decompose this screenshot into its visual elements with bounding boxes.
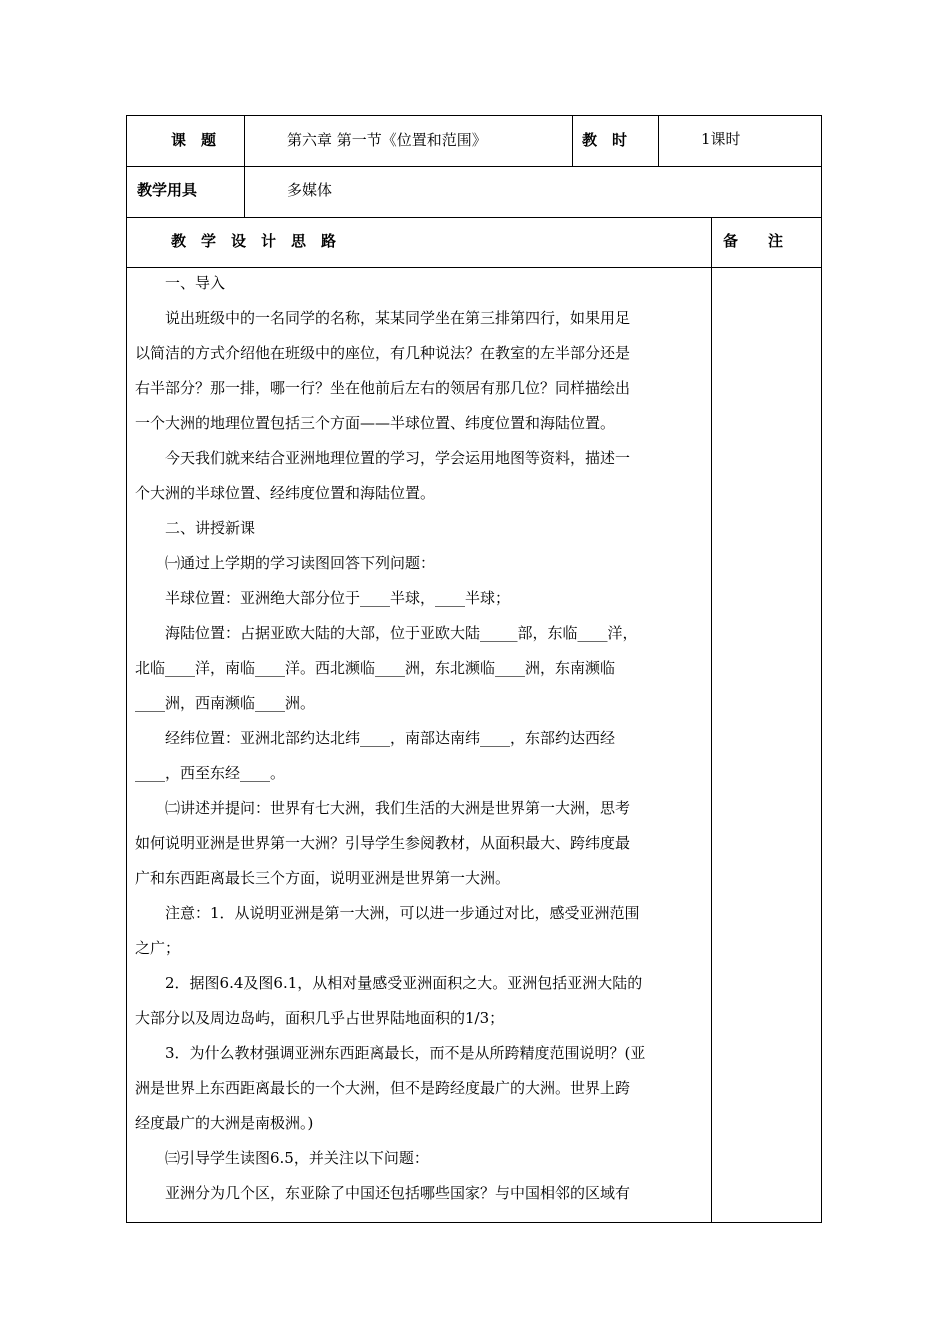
row-divider <box>127 166 821 167</box>
body-line: ㈡讲述并提问：世界有七大洲，我们生活的大洲是世界第一大洲，思考 <box>165 799 631 817</box>
col-divider <box>572 116 573 166</box>
body-line: 半球位置：亚洲绝大部分位于____半球，____半球； <box>165 589 511 607</box>
design-heading: 教 学 设 计 思 路 <box>171 232 337 250</box>
body-line: 如何说明亚洲是世界第一大洲？引导学生参阅教材，从面积最大、跨纬度最 <box>135 834 631 852</box>
body-line: ㈠通过上学期的学习读图回答下列问题： <box>165 554 436 572</box>
body-line: 二、讲授新课 <box>165 519 256 537</box>
body-line: 经度最广的大洲是南极洲。) <box>135 1114 314 1132</box>
body-line: 个大洲的半球位置、经纬度位置和海陆位置。 <box>135 484 436 502</box>
period-label: 教 时 <box>582 131 628 149</box>
notes-heading: 备 注 <box>723 232 784 250</box>
body-line: 广和东西距离最长三个方面，说明亚洲是世界第一大洲。 <box>135 869 511 887</box>
body-line: 经纬位置：亚洲北部约达北纬____，南部达南纬____，东部约达西经 <box>165 729 616 747</box>
topic-value: 第六章 第一节《位置和范围》 <box>287 131 487 149</box>
body-line: ㈢引导学生读图6.5，并关注以下问题： <box>165 1149 429 1167</box>
body-line: 说出班级中的一名同学的名称，某某同学坐在第三排第四行，如果用足 <box>165 309 631 327</box>
body-line: 洲是世界上东西距离最长的一个大洲，但不是跨经度最广的大洲。世界上跨 <box>135 1079 631 1097</box>
body-line: 以简洁的方式介绍他在班级中的座位，有几种说法？在教室的左半部分还是 <box>135 344 631 362</box>
period-value: 1课时 <box>701 130 741 148</box>
body-line: ____洲，西南濒临____洲。 <box>135 694 316 712</box>
body-line: 今天我们就来结合亚洲地理位置的学习，学会运用地图等资料，描述一 <box>165 449 631 467</box>
body-line: 一个大洲的地理位置包括三个方面——半球位置、纬度位置和海陆位置。 <box>135 414 616 432</box>
body-line: 2．据图6.4及图6.1，从相对量感受亚洲面积之大。亚洲包括亚洲大陆的 <box>165 974 643 992</box>
row-divider <box>127 217 821 218</box>
design-content <box>135 266 705 1211</box>
body-line: ____，西至东经____。 <box>135 764 286 782</box>
body-line: 一、导入 <box>165 274 226 292</box>
tools-label: 教学用具 <box>137 181 198 199</box>
topic-label: 课 题 <box>171 131 217 149</box>
body-line: 之广； <box>135 939 181 957</box>
body-line: 注意：1．从说明亚洲是第一大洲，可以进一步通过对比，感受亚洲范围 <box>165 904 640 922</box>
body-line: 3．为什么教材强调亚洲东西距离最长，而不是从所跨精度范围说明？(亚 <box>165 1044 646 1062</box>
col-divider <box>711 217 712 1223</box>
body-line: 亚洲分为几个区，东亚除了中国还包括哪些国家？与中国相邻的区域有 <box>165 1184 631 1202</box>
body-line: 右半部分？那一排，哪一行？坐在他前后左右的领居有那几位？同样描绘出 <box>135 379 631 397</box>
col-divider <box>244 116 245 217</box>
body-line: 海陆位置：占据亚欧大陆的大部，位于亚欧大陆_____部，东临____洋， <box>165 624 638 642</box>
tools-value: 多媒体 <box>287 181 333 199</box>
body-line: 大部分以及周边岛屿，面积几乎占世界陆地面积的1/3； <box>135 1009 505 1027</box>
body-line: 北临____洋，南临____洋。西北濒临____洲，东北濒临____洲，东南濒临 <box>135 659 616 677</box>
lesson-plan-table <box>126 115 822 1223</box>
col-divider <box>658 116 659 166</box>
